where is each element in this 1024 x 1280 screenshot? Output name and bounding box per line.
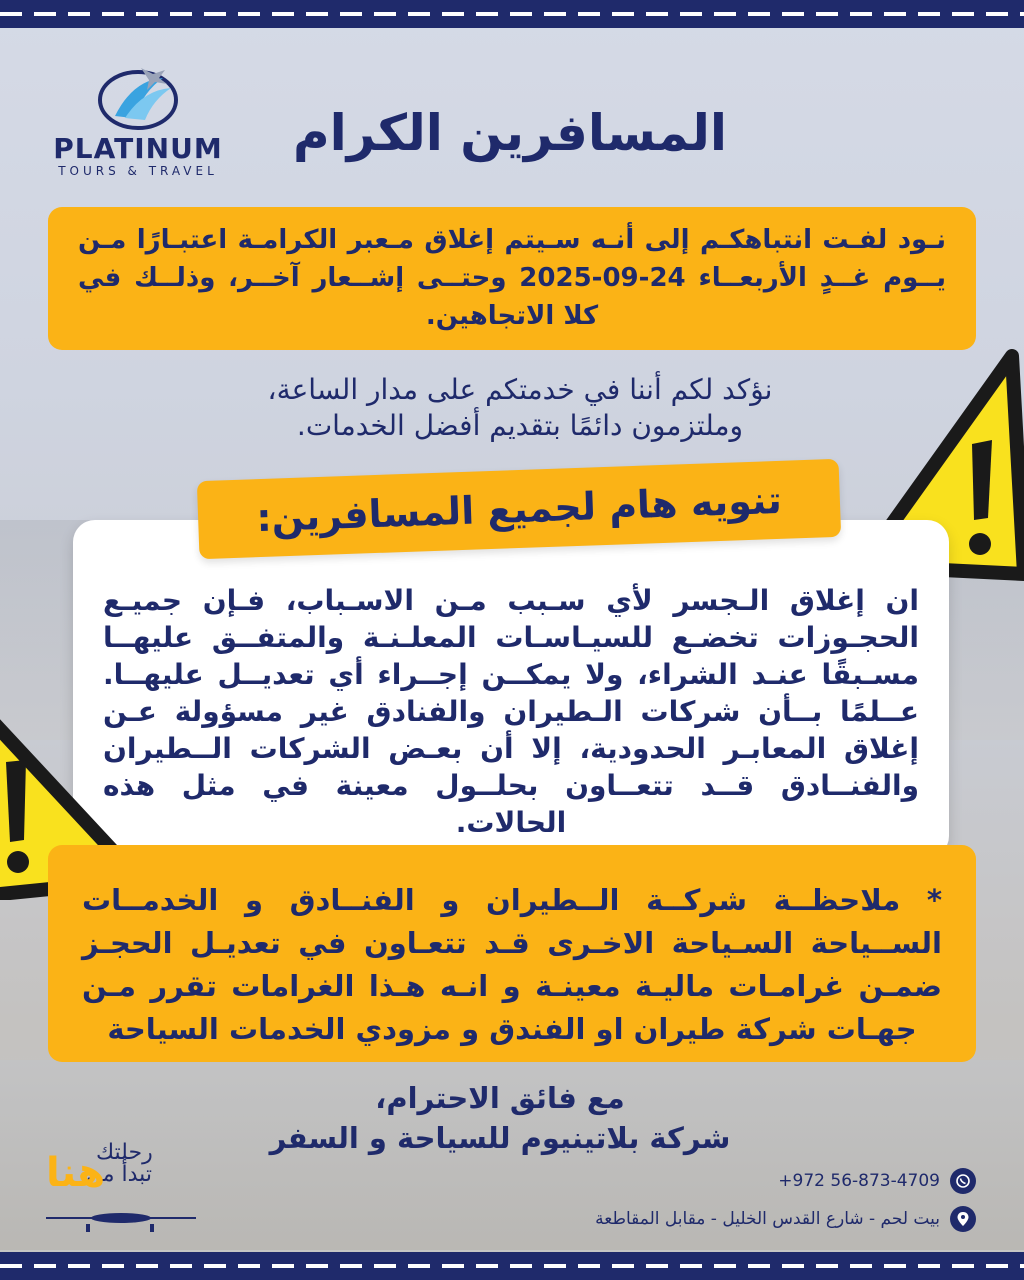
contact-phone[interactable] <box>778 1168 976 1194</box>
closing <box>200 1078 800 1158</box>
bottom-dashes <box>0 1264 1024 1268</box>
slogan-word: هنا <box>46 1150 106 1196</box>
address-text: بيت لحم - شارع القدس الخليل - مقابل المقاطعة <box>595 1209 940 1229</box>
whatsapp-icon <box>950 1168 976 1194</box>
slogan-logo <box>40 1140 200 1240</box>
phone-number[interactable]: +972 56-873-4709 <box>778 1171 940 1191</box>
airplane-icon <box>46 1204 196 1234</box>
assurance-line-2: وملتزمون دائمًا بتقديم أفضل الخدمات. <box>296 409 744 442</box>
closing-greeting: مع فائق الاحترام، <box>375 1081 625 1115</box>
location-pin-icon <box>950 1206 976 1232</box>
brand-name: PLATINUM <box>53 132 223 165</box>
slogan-line-1: رحلتك <box>96 1140 153 1165</box>
slogan-line-2: تبدأ من <box>86 1162 152 1187</box>
top-dashes <box>0 12 1024 16</box>
page-title: المسافرين الكرام <box>293 104 727 162</box>
assurance-line-1: نؤكد لكم أننا في خدمتكم على مدار الساعة، <box>267 373 773 406</box>
assurance-text <box>200 372 840 444</box>
contact-address <box>595 1206 976 1232</box>
closure-notice: نـود لفـت انتباهكـم إلى أنـه سـيتم إغلاق مـعبر الكرامـة اعتبـارًا مـن يــوم غــدٍ الأربعــاء 24-09-2025 وحتــى إشــعار آخــر، وذلــك في كلا الاتجاهين. <box>48 207 976 350</box>
important-heading: تنويه هام لجميع المسافرين: <box>197 459 841 559</box>
important-notice-box: ان إغلاق الـجسر لأي سـبب مـن الاسـباب، فـإن جميـع الحجـوزات تخضـع للسيـاسـات المعلـنـة والمتفــق عليهــا مسـبقًا عنـد الشراء، ولا يمكــن إجــراء أي تعديــل عليهــا. عــلمًا بــأن شركات الـطيران والفنادق غير مسؤولة عـن إغلاق المعابـر الحدودية، إلا أن بعـض الشركات الــطيران والفنــادق قــد تتعــاون بحلــول معينة في مثل هذه الحالات. <box>73 520 949 858</box>
plane-logo-icon <box>93 60 183 132</box>
brand-tagline: TOURS & TRAVEL <box>58 164 218 178</box>
airlines-note: * ملاحظــة شركــة الــطيران و الفنــادق و الخدمــات الســياحة السـياحة الاخـرى قـد تتعـاون في تعديـل الحجـز ضمـن غرامـات ماليـة معينـة و انـه هـذا الغرامات تقرر مـن جهـات شركة طيران او الفندق و مزودي الخدمات السياحة <box>48 845 976 1062</box>
company-signature: شركة بلاتينيوم للسياحة و السفر <box>269 1121 731 1155</box>
platinum-logo <box>48 60 228 180</box>
